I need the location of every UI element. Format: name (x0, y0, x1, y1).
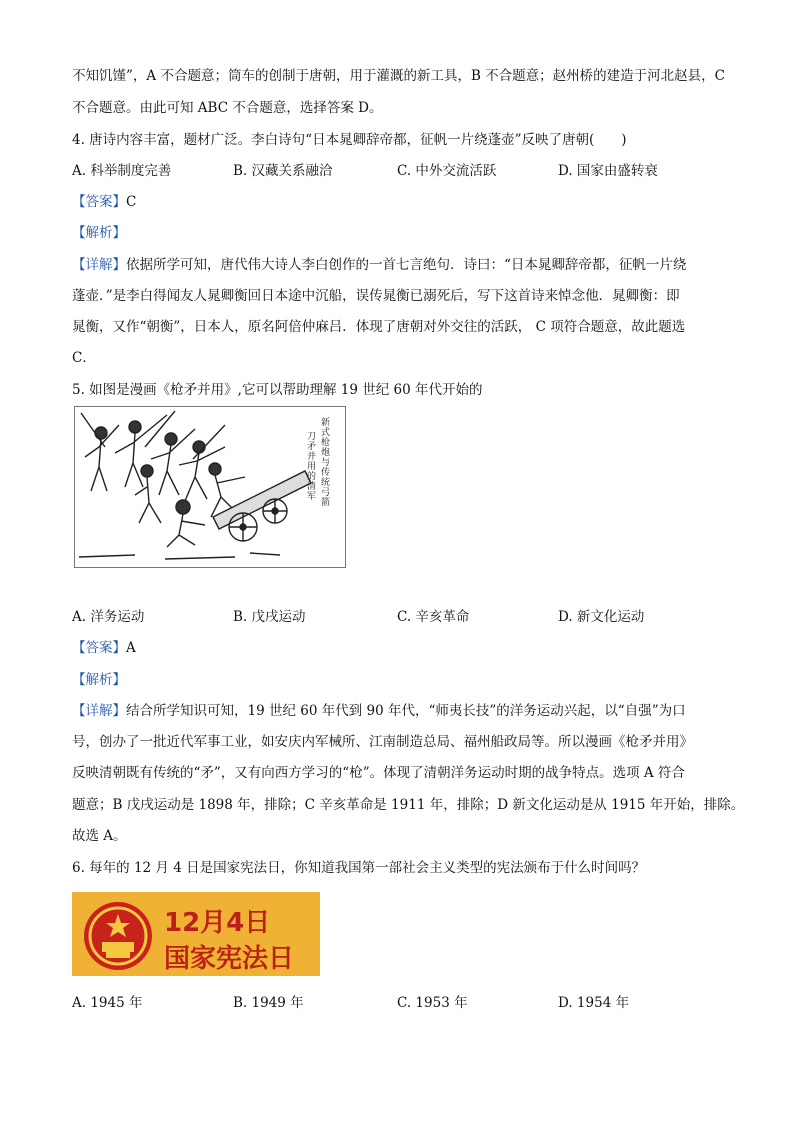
text-line: 故选 A。 (72, 828, 127, 844)
answer-tag: 【答案】 (72, 640, 126, 656)
question-4-options (72, 162, 732, 180)
question-6-options (72, 994, 732, 1012)
banner-title-text: 国家宪法日 (164, 944, 295, 974)
question-5-options (72, 608, 732, 626)
text-line: 不知饥馑”，A 不合题意；筒车的创制于唐朝，用于灌溉的新工具，B 不合题意；赵州桥的建造于河北赵县，C (72, 68, 725, 84)
option-a: A. 1945 年 (72, 995, 143, 1011)
option-d: D. 新文化运动 (558, 609, 645, 625)
text-line: 不合题意。由此可知 ABC 不合题意，选择答案 D。 (72, 100, 383, 116)
detail-text: 结合所学知识可知，19 世纪 60 年代到 90 年代，“师夷长技”的洋务运动兴起，以“自强”为口 (126, 703, 686, 719)
option-b: B. 1949 年 (233, 995, 304, 1011)
text-line: 晁衡，又作“朝衡”，日本人，原名阿倍仲麻吕．体现了唐朝对外交往的活跃， C 项符合题意，故此题选 (72, 319, 686, 335)
option-b: B. 戊戌运动 (233, 609, 306, 625)
answer-value: A (126, 640, 136, 656)
text-line: C． (72, 350, 96, 366)
option-b: B. 汉藏关系融洽 (233, 163, 333, 179)
analysis-tag: 【解析】 (72, 225, 126, 241)
question-6-stem: 6. 每年的 12 月 4 日是国家宪法日，你知道我国第一部社会主义类型的宪法颁布于什么时间吗？ (72, 860, 646, 876)
cartoon-caption-right: 新式枪炮与传统弓箭 (319, 417, 329, 507)
answer-tag: 【答案】 (72, 194, 126, 210)
option-c: C. 辛亥革命 (397, 609, 470, 625)
text-line: 蓬壶．”是李白得闻友人晁卿衡回日本途中沉船，误传晁衡已溺死后，写下这首诗来悼念他．晁卿衡：即 (72, 288, 680, 304)
question-5-stem: 5. 如图是漫画《枪矛并用》,它可以帮助理解 19 世纪 60 年代开始的 (72, 382, 483, 398)
option-a: A. 科举制度完善 (72, 163, 172, 179)
text-line: 反映清朝既有传统的“矛”，又有向西方学习的“枪”。体现了清朝洋务运动时期的战争特点。选项 A 符合 (72, 765, 685, 781)
answer-value: C (126, 194, 137, 210)
question-5-detail (72, 702, 732, 720)
banner-date-text: 12月4日 (164, 908, 271, 938)
text-line: 号，创办了一批近代军事工业，如安庆内军械所、江南制造总局、福州船政局等。所以漫画《枪矛并用》 (72, 734, 693, 750)
detail-text: 依据所学可知，唐代伟大诗人李白创作的一首七言绝句．诗曰：“日本晁卿辞帝都，征帆一片绕 (126, 257, 687, 273)
national-emblem-icon (80, 892, 160, 976)
option-d: D. 国家由盛转衰 (558, 163, 658, 179)
question-4-answer (72, 193, 732, 211)
constitution-day-banner (72, 892, 320, 976)
cartoon-caption-left: 刀矛并用的清军 (305, 431, 315, 501)
question-4-detail (72, 256, 732, 274)
option-c: C. 1953 年 (397, 995, 468, 1011)
analysis-tag: 【解析】 (72, 672, 126, 688)
detail-tag: 【详解】 (72, 257, 126, 273)
option-c: C. 中外交流活跃 (397, 163, 497, 179)
cartoon-image (74, 406, 346, 568)
detail-tag: 【详解】 (72, 703, 126, 719)
option-d: D. 1954 年 (558, 995, 630, 1011)
question-5-answer (72, 639, 732, 657)
option-a: A. 洋务运动 (72, 609, 145, 625)
question-4-stem: 4. 唐诗内容丰富，题材广泛。李白诗句“日本晁卿辞帝都，征帆一片绕蓬壶”反映了唐朝( ) (72, 132, 627, 148)
text-line: 题意；B 戊戌运动是 1898 年，排除；C 辛亥革命是 1911 年，排除；D 新文化运动是从 1915 年开始，排除。 (72, 797, 745, 813)
